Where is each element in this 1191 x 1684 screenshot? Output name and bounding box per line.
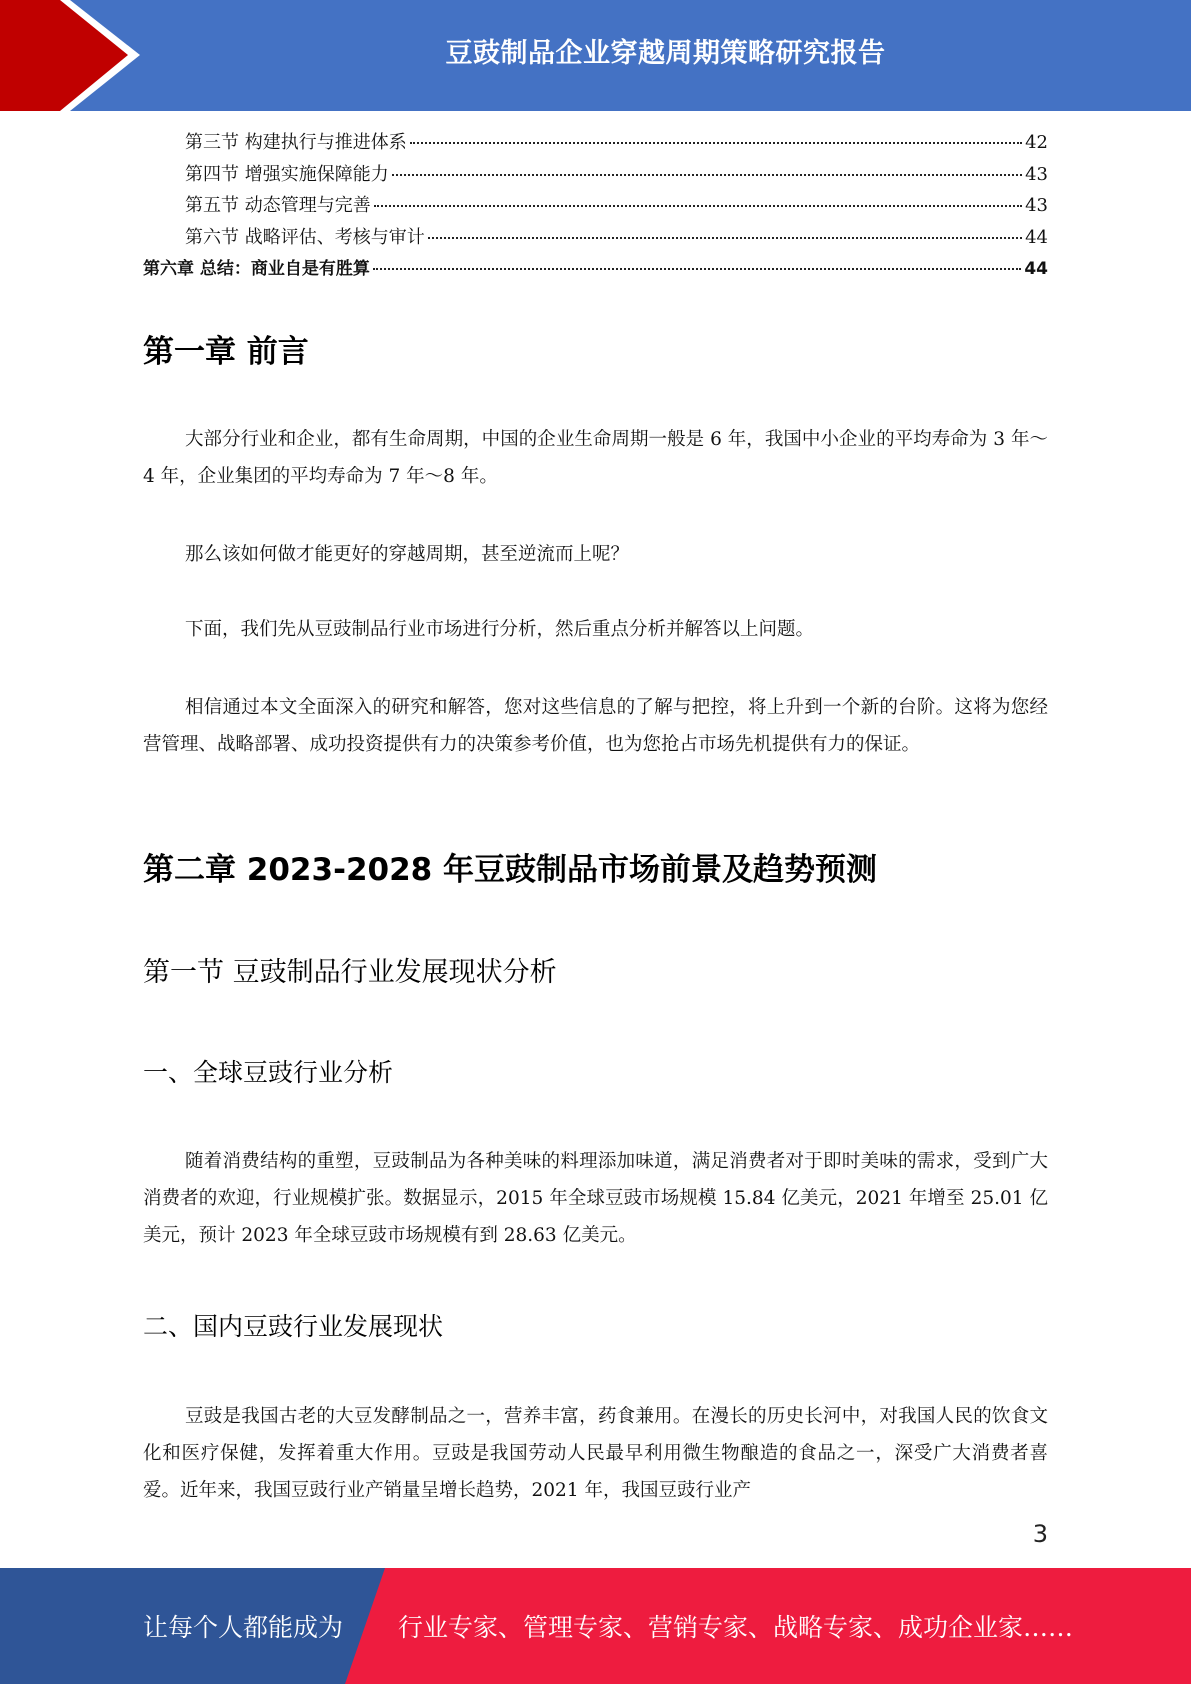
body-paragraph: 随着消费结构的重塑，豆豉制品为各种美味的料理添加味道，满足消费者对于即时美味的需求，受到广大消费者的欢迎，行业规模扩张。数据显示，2015 年全球豆豉市场规模 15.84 亿美元，2021 年增至 25.01 亿美元，预计 2023 年全球豆豉市场规模有到 28.63 亿美元。	[143, 1151, 1048, 1246]
page-number: 3	[1032, 1520, 1048, 1548]
footer-slogan-left: 让每个人都能成为	[143, 1613, 344, 1642]
body-paragraph: 相信通过本文全面深入的研究和解答，您对这些信息的了解与把控，将上升到一个新的台阶。这将为您经营管理、战略部署、成功投资提供有力的决策参考价值，也为您抢占市场先机提供有力的保证。	[143, 697, 1048, 755]
toc-leader-dots	[410, 141, 1022, 144]
body-paragraph: 大部分行业和企业，都有生命周期，中国的企业生命周期一般是 6 年，我国中小企业的平均寿命为 3 年～4 年，企业集团的平均寿命为 7 年～8 年。	[143, 429, 1048, 487]
subsection-heading: 二、国内豆豉行业发展现状	[143, 1312, 444, 1341]
subsection-heading: 一、全球豆豉行业分析	[143, 1058, 394, 1087]
toc-entry-chapter[interactable]	[143, 254, 1048, 286]
toc-entry[interactable]	[143, 191, 1048, 223]
toc-entry-page: 43	[1025, 163, 1048, 185]
table-of-contents	[143, 128, 1048, 286]
body-paragraph: 那么该如何做才能更好的穿越周期，甚至逆流而上呢？	[185, 544, 630, 565]
toc-entry-label: 第三节 构建执行与推进体系	[185, 132, 407, 153]
report-title: 豆豉制品企业穿越周期策略研究报告	[445, 37, 886, 69]
body-paragraph: 豆豉是我国古老的大豆发酵制品之一，营养丰富，药食兼用。在漫长的历史长河中，对我国人民的饮食文化和医疗保健，发挥着重大作用。豆豉是我国劳动人民最早利用微生物酿造的食品之一，深受广大消费者喜爱。近年来，我国豆豉行业产销量呈增长趋势，2021 年，我国豆豉行业产	[143, 1406, 1048, 1501]
page-header	[0, 0, 1191, 111]
toc-entry[interactable]	[143, 223, 1048, 255]
chapter-heading: 第二章 2023-2028 年豆豉制品市场前景及趋势预测	[143, 852, 878, 888]
toc-leader-dots	[373, 267, 1021, 270]
toc-leader-dots	[374, 204, 1022, 207]
toc-entry-label: 第五节 动态管理与完善	[185, 195, 371, 216]
toc-entry[interactable]	[143, 128, 1048, 160]
body-paragraph: 下面，我们先从豆豉制品行业市场进行分析，然后重点分析并解答以上问题。	[185, 619, 815, 640]
footer-slogan-right: 行业专家、管理专家、营销专家、战略专家、成功企业家……	[398, 1613, 1074, 1642]
chapter-heading: 第一章 前言	[143, 334, 309, 370]
toc-entry[interactable]	[143, 160, 1048, 192]
toc-entry-page: 42	[1025, 132, 1048, 153]
toc-entry-page: 44	[1025, 226, 1048, 248]
toc-entry-page: 44	[1024, 259, 1048, 279]
page-footer	[0, 1568, 1191, 1684]
toc-leader-dots	[428, 236, 1022, 239]
toc-entry-label: 第六节 战略评估、考核与审计	[185, 226, 425, 248]
header-arrow-decoration	[0, 0, 160, 111]
toc-entry-page: 43	[1025, 195, 1048, 216]
toc-leader-dots	[392, 173, 1022, 176]
section-heading: 第一节 豆豉制品行业发展现状分析	[143, 957, 557, 988]
toc-entry-label: 第四节 增强实施保障能力	[185, 163, 389, 185]
toc-entry-label: 第六章 总结：商业自是有胜算	[143, 259, 370, 279]
